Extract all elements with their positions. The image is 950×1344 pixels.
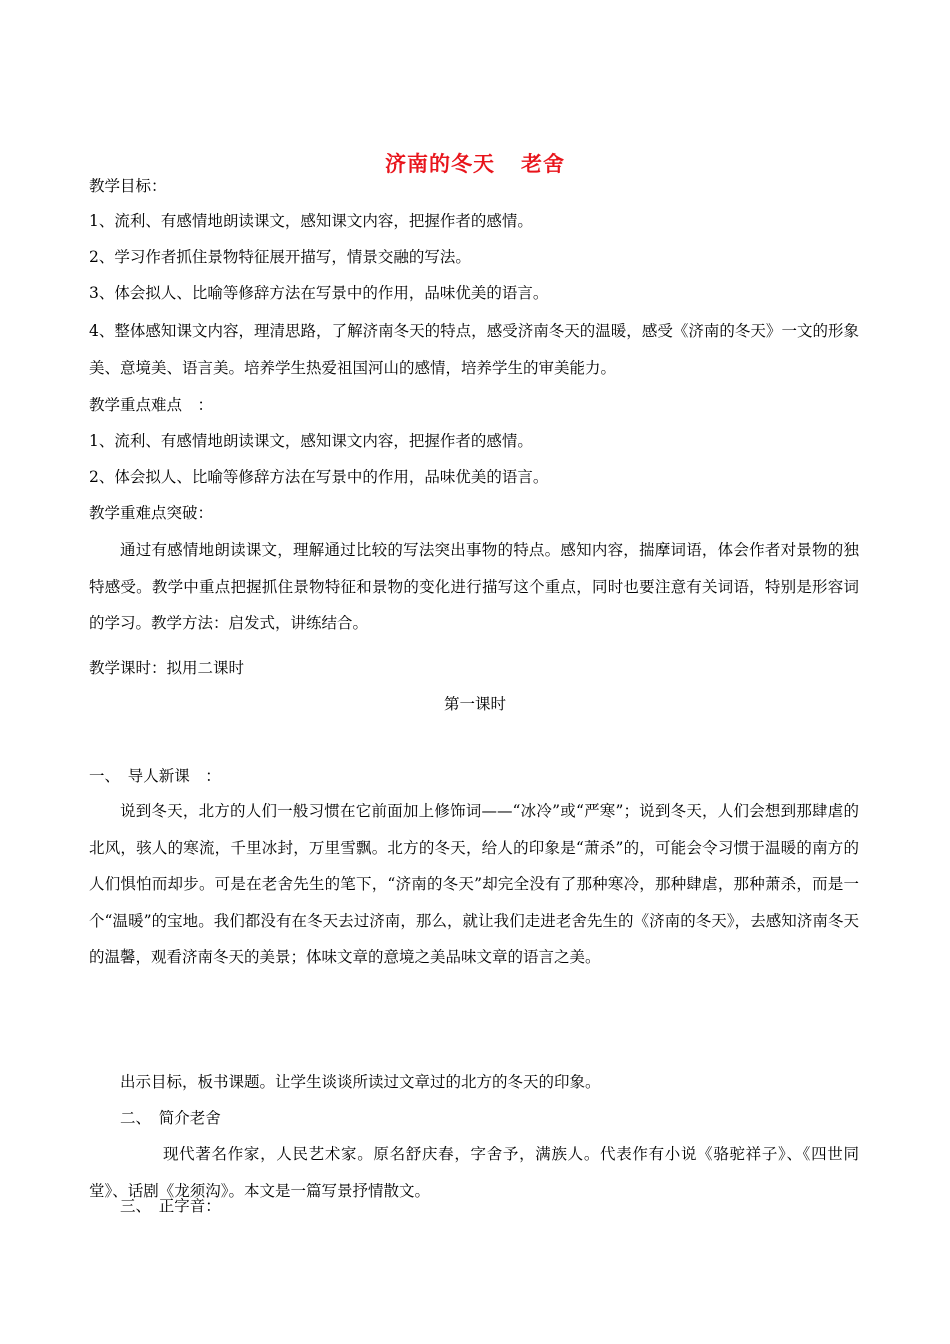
key-points-heading: 教学重点难点 ： [89,396,214,414]
lesson-title: 第一课时 [443,695,506,713]
title-main: 济南的冬天 [385,152,495,176]
key-point-item: 2、体会拟人、比喻等修辞方法在写景中的作用，品味优美的语言。 [89,468,549,486]
section-1-note: 出示目标，板书课题。让学生谈谈所读过文章过的北方的冬天的印象。 [120,1073,601,1091]
section-1-heading: 一、 导人新课 ： [89,767,221,785]
section-2-heading: 二、 简介老舍 [120,1109,221,1127]
section-1-paragraph: 说到冬天，北方的人们一般习惯在它前面加上修饰词——“冰冷”或“严寒”；说到冬天，人们会想到那肆虐的北风，骇人的寒流，千里冰封，万里雪飘。北方的冬天，给人的印象是“萧杀”的，可能会令习惯于温暖的南方的人们惧怕而却步。可是在老舍先生的笔下，“济南的冬天”却完全没有了那种寒冷，那种肆虐，那种萧杀，而是一个“温暖”的宝地。我们都没有在冬天去过济南，那么，就让我们走进老舍先生的《济南的冬天》，去感知济南冬天的温馨，观看济南冬天的美景；体味文章的意境之美品味文章的语言之美。 [89,802,859,966]
section-2-paragraph: 现代著名作家，人民艺术家。原名舒庆春，字舍予，满族人。代表作有小说《骆驼祥子》、《四世同堂》、话剧《龙须沟》。本文是一篇写景抒情散文。 [89,1145,859,1200]
objective-item: 4、整体感知课文内容，理清思路，了解济南冬天的特点，感受济南冬天的温暖，感受《济南的冬天》一文的形象美、意境美、语言美。培养学生热爱祖国河山的感情，培养学生的审美能力。 [89,322,859,377]
objective-item: 2、学习作者抓住景物特征展开描写，情景交融的写法。 [89,248,471,266]
objectives-heading: 教学目标： [89,177,167,195]
breakthrough-heading: 教学重难点突破： [89,504,214,522]
key-point-item: 1、流利、有感情地朗读课文，感知课文内容，把握作者的感情。 [89,432,533,450]
section-3-heading: 三、 正字音： [120,1197,221,1215]
teaching-hours: 教学课时：拟用二课时 [89,659,245,677]
objective-item: 1、流利、有感情地朗读课文，感知课文内容，把握作者的感情。 [89,212,533,230]
objective-item: 3、体会拟人、比喻等修辞方法在写景中的作用，品味优美的语言。 [89,284,549,302]
title-author: 老舍 [521,152,565,176]
document-title [0,148,950,178]
breakthrough-paragraph: 通过有感情地朗读课文，理解通过比较的写法突出事物的特点。感知内容，揣摩词语，体会作者对景物的独特感受。教学中重点把握抓住景物特征和景物的变化进行描写这个重点，同时也要注意有关词语，特别是形容词的学习。教学方法：启发式，讲练结合。 [89,541,859,632]
